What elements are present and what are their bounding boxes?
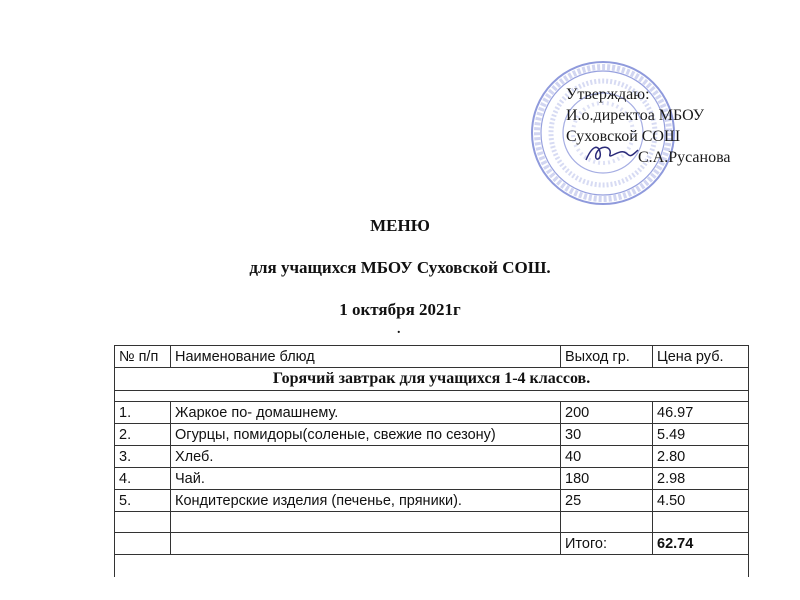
tail-row	[115, 555, 749, 578]
spacer-row	[115, 391, 749, 402]
header-price: Цена руб.	[653, 346, 749, 368]
table-row	[115, 424, 749, 446]
table-row	[115, 446, 749, 468]
menu-table	[114, 345, 749, 577]
row-weight: 30	[561, 424, 653, 446]
row-price: 5.49	[653, 424, 749, 446]
total-row	[115, 533, 749, 555]
table-row	[115, 402, 749, 424]
row-weight: 200	[561, 402, 653, 424]
header-number: № п/п	[115, 346, 171, 368]
total-value: 62.74	[653, 533, 749, 555]
header-weight: Выход гр.	[561, 346, 653, 368]
row-dish-name: Кондитерские изделия (печенье, пряники).	[171, 490, 561, 512]
row-number: 4.	[115, 468, 171, 490]
handwritten-signature	[582, 140, 642, 166]
row-price: 2.98	[653, 468, 749, 490]
approval-organization: Суховской СОШ	[566, 128, 681, 145]
row-dish-name: Чай.	[171, 468, 561, 490]
row-dish-name: Огурцы, помидоры(соленые, свежие по сезону)	[171, 424, 561, 446]
approval-heading: Утверждаю:	[566, 86, 650, 103]
header-dish-name: Наименование блюд	[171, 346, 561, 368]
section-title: Горячий завтрак для учащихся 1-4 классов.	[115, 368, 749, 391]
approval-signer: С.А.Русанова	[638, 149, 731, 166]
row-number: 2.	[115, 424, 171, 446]
table-row	[115, 490, 749, 512]
row-price: 4.50	[653, 490, 749, 512]
row-dish-name: Жаркое по- домашнему.	[171, 402, 561, 424]
empty-row	[115, 512, 749, 533]
row-weight: 25	[561, 490, 653, 512]
table-row	[115, 468, 749, 490]
row-number: 1.	[115, 402, 171, 424]
document-title: МЕНЮ	[370, 216, 430, 235]
total-label: Итого:	[561, 533, 653, 555]
document-date: 1 октября 2021г	[339, 300, 461, 319]
row-number: 3.	[115, 446, 171, 468]
document-subtitle: для учащихся МБОУ Суховской СОШ.	[249, 258, 551, 277]
row-weight: 180	[561, 468, 653, 490]
table-header-row	[115, 346, 749, 368]
row-dish-name: Хлеб.	[171, 446, 561, 468]
approval-position: И.о.директоа МБОУ	[566, 107, 705, 124]
row-number: 5.	[115, 490, 171, 512]
stray-dot: .	[397, 322, 401, 337]
row-price: 46.97	[653, 402, 749, 424]
row-weight: 40	[561, 446, 653, 468]
section-row	[115, 368, 749, 391]
row-price: 2.80	[653, 446, 749, 468]
